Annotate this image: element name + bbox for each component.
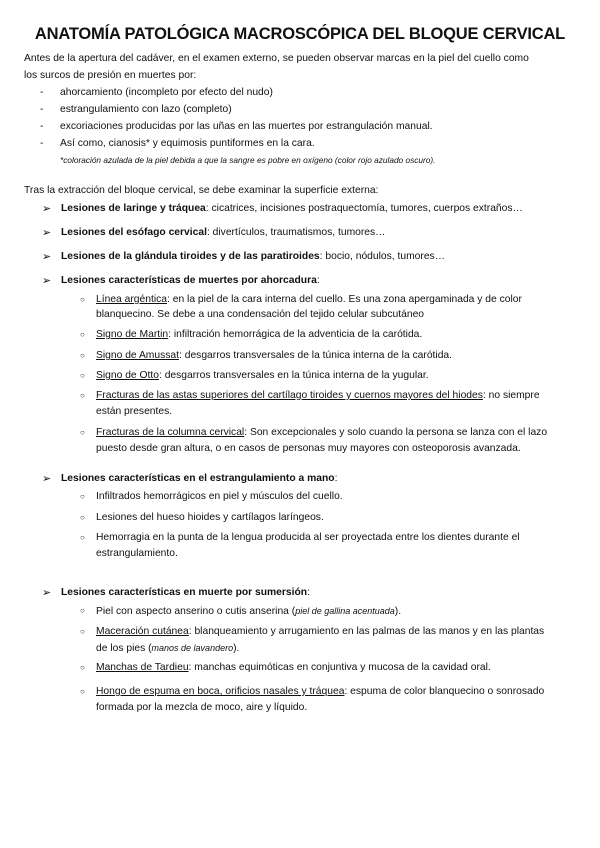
arrow-bullet-icon: ➢: [42, 251, 52, 263]
sub-item-text: : infiltración hemorrágica de la adventicia de la carótida.: [168, 329, 423, 340]
bullet-label: Lesiones características de muertes por ahorcadura: [61, 275, 317, 286]
bullet-colon: :: [334, 473, 338, 484]
bullet-ahorcadura: [61, 273, 320, 289]
bullet-label: Lesiones de la glándula tiroides y de las paratiroides: [61, 251, 320, 262]
circle-bullet-icon: ○: [80, 391, 85, 400]
list-item: estrangulamiento con lazo (completo): [60, 104, 232, 115]
sub-item-signo-martin: [96, 327, 422, 343]
sub-item-piel-anserina: [96, 603, 401, 620]
bullet-esofago: [61, 225, 385, 241]
intro-line-1: Antes de la apertura del cadáver, en el examen externo, se pueden observar marcas en la piel del cuello como: [24, 53, 529, 64]
footnote: *coloración azulada de la piel debida a que la sangre es pobre en oxígeno (color rojo azulado oscuro).: [60, 155, 436, 165]
bullet-label: Lesiones de laringe y tráquea: [61, 203, 206, 214]
sub-item: Infiltrados hemorrágicos en piel y músculos del cuello.: [96, 491, 343, 502]
arrow-bullet-icon: ➢: [42, 275, 52, 287]
circle-bullet-icon: ○: [80, 606, 85, 615]
bullet-estrangulamiento: [61, 471, 337, 487]
circle-bullet-icon: ○: [80, 513, 85, 522]
sub-item-term: Signo de Otto: [96, 370, 159, 381]
sub-item-text: : desgarros transversales en la túnica interna de la yugular.: [158, 370, 429, 381]
circle-bullet-icon: ○: [80, 533, 85, 542]
sub-item-term: Hongo de espuma en boca, orificios nasales y tráquea: [96, 686, 345, 697]
list-item: excoriaciones producidas por las uñas en las muertes por estrangulación manual.: [60, 121, 433, 132]
arrow-bullet-icon: ➢: [42, 587, 52, 599]
sub-item-text: : en la piel de la cara interna del cuello. Es una zona apergaminada y de color: [167, 294, 522, 305]
sub-item-fracturas-columna: [96, 425, 547, 441]
sub-item-continuation: puesto desde gran altura, o en casos de personas muy mayores con osteoporosis avanzada.: [96, 443, 521, 454]
arrow-bullet-icon: ➢: [42, 203, 52, 215]
sub-item-maceracion: [96, 624, 544, 640]
circle-bullet-icon: ○: [80, 663, 85, 672]
bullet-text: : bocio, nódulos, tumores…: [319, 251, 445, 262]
sub-item-text: : espuma de color blanquecino o sonrosado: [344, 686, 545, 697]
sub-item-signo-otto: [96, 368, 429, 384]
sub-item-italic: piel de gallina acentuada: [295, 606, 395, 616]
sub-item-signo-amussat: [96, 348, 452, 364]
sub-item: Hemorragia en la punta de la lengua producida al ser proyectada entre los dientes durante el: [96, 532, 520, 543]
bullet-text: : divertículos, traumatismos, tumores…: [206, 227, 386, 238]
bullet-label: Lesiones características en el estrangulamiento a mano: [61, 473, 335, 484]
sub-item-continuation: estrangulamiento.: [96, 548, 178, 559]
sub-item-continuation: están presentes.: [96, 406, 173, 417]
circle-bullet-icon: ○: [80, 371, 85, 380]
circle-bullet-icon: ○: [80, 627, 85, 636]
bullet-colon: :: [307, 587, 310, 598]
sub-item-text: : Son excepcionales y solo cuando la persona se lanza con el lazo: [244, 427, 548, 438]
list-item: Así como, cianosis* y equimosis puntiformes en la cara.: [60, 138, 315, 149]
circle-bullet-icon: ○: [80, 492, 85, 501]
sub-item-end: ).: [233, 643, 240, 654]
sub-item-text: : blanqueamiento y arrugamiento en las palmas de las manos y en las plantas: [188, 626, 545, 637]
sub-item-term: Signo de Martin: [96, 329, 169, 340]
sub-item-end: ).: [394, 606, 402, 617]
sub-item-term: Fracturas de las astas superiores del cartílago tiroides y cuernos mayores del hiodes: [96, 390, 483, 401]
sub-item-text: : desgarros transversales de la túnica interna de la carótida.: [179, 350, 453, 361]
sub-item-linea-argentica: [96, 292, 522, 308]
sub-item-manchas-tardieu: [96, 660, 491, 676]
arrow-bullet-icon: ➢: [42, 473, 52, 485]
sub-item-continuation: blanquecino. Se debe a una condensación del tejido celular subcutáneo: [96, 309, 425, 320]
sub-item-text: de los pies (: [96, 643, 152, 654]
list-dash: -: [40, 104, 44, 115]
list-dash: -: [40, 87, 44, 98]
sub-item-term: Manchas de Tardieu: [96, 662, 189, 673]
sub-item-term: Maceración cutánea: [96, 626, 189, 637]
sub-item: Lesiones del hueso hioides y cartílagos laríngeos.: [96, 512, 324, 523]
circle-bullet-icon: ○: [80, 330, 85, 339]
arrow-bullet-icon: ➢: [42, 227, 52, 239]
page-title: ANATOMÍA PATOLÓGICA MACROSCÓPICA DEL BLOQUE CERVICAL: [34, 25, 566, 43]
circle-bullet-icon: ○: [80, 428, 85, 437]
sub-item-term: Signo de Amussat: [96, 350, 179, 361]
circle-bullet-icon: ○: [80, 295, 85, 304]
sub-item-term: Línea argéntica: [96, 294, 167, 305]
bullet-tiroides: [61, 249, 445, 265]
sub-item-term: Fracturas de la columna cervical: [96, 427, 245, 438]
bullet-colon: :: [316, 275, 320, 286]
list-item: ahorcamiento (incompleto por efecto del nudo): [60, 87, 273, 98]
circle-bullet-icon: ○: [80, 351, 85, 360]
bullet-label: Lesiones del esófago cervical: [61, 227, 207, 238]
sub-item-hongo-espuma: [96, 684, 544, 700]
circle-bullet-icon: ○: [80, 687, 85, 696]
list-dash: -: [40, 138, 44, 149]
section-intro: Tras la extracción del bloque cervical, se debe examinar la superficie externa:: [24, 185, 379, 196]
bullet-label: Lesiones características en muerte por sumersión: [61, 587, 308, 598]
bullet-text: : cicatrices, incisiones postraquectomía, tumores, cuerpos extraños…: [205, 203, 523, 214]
sub-item-continuation: [96, 640, 239, 657]
sub-item-fracturas-astas: [96, 388, 540, 404]
bullet-laringe: [61, 201, 523, 217]
sub-item-italic: manos de lavandero: [151, 643, 234, 653]
intro-line-2: los surcos de presión en muertes por:: [24, 70, 197, 81]
bullet-sumersion: [61, 585, 310, 601]
list-dash: -: [40, 121, 44, 132]
sub-item-continuation: formada por la mezcla de moco, aire y líquido.: [96, 702, 308, 713]
sub-item-text: Piel con aspecto anserino o cutis anserina (: [96, 606, 296, 617]
sub-item-text: : no siempre: [482, 390, 540, 401]
sub-item-text: : manchas equimóticas en conjuntiva y mucosa de la cavidad oral.: [188, 662, 491, 673]
